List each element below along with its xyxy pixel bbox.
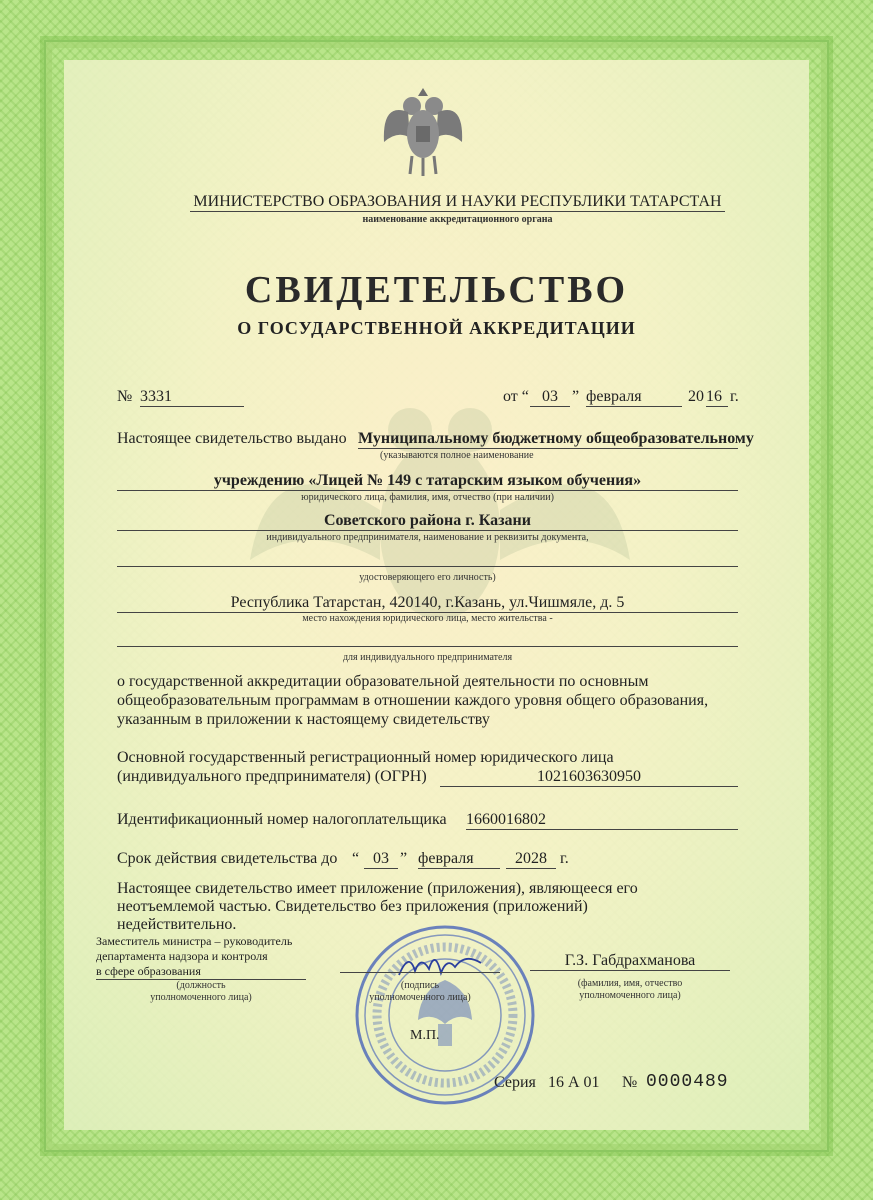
stamp-place-label: М.П.: [410, 1028, 440, 1043]
appendix-line: Настоящее свидетельство имеет приложение (приложения), являющееся его: [117, 880, 638, 897]
quote-close: ”: [572, 388, 580, 405]
series-label: Серия: [494, 1074, 536, 1091]
accreditation-line: о государственной аккредитации образовательной деятельности по основным: [117, 673, 649, 690]
signer-position-line: Заместитель министра – руководитель: [96, 934, 293, 948]
ogrn-line2: (индивидуального предпринимателя) (ОГРН): [117, 768, 427, 785]
validity-quote-close: ”: [400, 850, 408, 867]
signature-line: [340, 972, 500, 973]
issued-label: Настоящее свидетельство выдано: [117, 430, 347, 447]
name-caption-1: (фамилия, имя, отчество: [577, 978, 683, 989]
position-caption-2: уполномоченного лица): [150, 992, 252, 1003]
series-number-label: №: [622, 1074, 638, 1091]
signature-caption-1: (подпись: [400, 980, 440, 991]
signature-caption-2: уполномоченного лица): [369, 992, 471, 1003]
issued-caption3: индивидуального предпринимателя, наименование и реквизиты документа,: [266, 532, 589, 543]
document-subtitle: О ГОСУДАРСТВЕННОЙ АККРЕДИТАЦИИ: [237, 318, 636, 338]
ministry-caption: наименование аккредитационного органа: [362, 214, 553, 225]
address: Республика Татарстан, 420140, г.Казань, ул.Чишмяле, д. 5: [117, 594, 738, 613]
ogrn-line1: Основной государственный регистрационный номер юридического лица: [117, 749, 614, 766]
validity-quote-open: “: [352, 850, 360, 867]
validity-month: февраля: [418, 850, 500, 869]
accreditation-paragraph: [117, 672, 742, 729]
issue-year-suffix: 16: [706, 388, 728, 407]
ministry-name: МИНИСТЕРСТВО ОБРАЗОВАНИЯ И НАУКИ РЕСПУБЛИКИ ТАТАРСТАН: [190, 193, 725, 212]
date-from-label: от “: [503, 388, 529, 405]
ogrn-value: 1021603630950: [440, 768, 738, 787]
issue-year-prefix: 20: [688, 388, 704, 405]
inn-label: Идентификационный номер налогоплательщика: [117, 811, 447, 828]
series-value: 16 А 01: [548, 1074, 600, 1091]
signer-name: Г.З. Габдрахманова: [530, 952, 730, 971]
address-caption: место нахождения юридического лица, место жительства -: [302, 613, 553, 624]
issued-line3: Советского района г. Казани: [117, 512, 738, 531]
issue-month: февраля: [586, 388, 682, 407]
issue-day: 03: [530, 388, 570, 407]
validity-label: Срок действия свидетельства до: [117, 850, 338, 867]
signer-position-line: департамента надзора и контроля: [96, 949, 268, 963]
issued-caption4: удостоверяющего его личность): [359, 572, 496, 583]
coat-of-arms-emblem: [380, 82, 466, 180]
issued-line2: учреждению «Лицей № 149 с татарским языком обучения»: [117, 472, 738, 491]
accreditation-line: указанным в приложении к настоящему свидетельству: [117, 711, 490, 728]
validity-year: 2028: [506, 850, 556, 869]
document-title: СВИДЕТЕЛЬСТВО: [244, 269, 629, 311]
accreditation-line: общеобразовательным программам в отношении каждого уровня общего образования,: [117, 692, 709, 709]
validity-day: 03: [364, 850, 398, 869]
position-caption-1: (должность: [176, 980, 226, 991]
issued-caption1: (указываются полное наименование: [380, 450, 534, 461]
blank-line-2: [117, 646, 738, 647]
certificate-number: 3331: [140, 388, 244, 407]
validity-g: г.: [560, 850, 569, 867]
number-label: №: [117, 388, 133, 405]
inn-value: 1660016802: [466, 811, 738, 830]
handwritten-signature: [395, 945, 485, 985]
signer-position-line: в сфере образования: [96, 964, 306, 980]
issued-caption2: юридического лица, фамилия, имя, отчество (при наличии): [301, 492, 554, 503]
signer-position: [96, 934, 306, 980]
appendix-line: неотъемлемой частью. Свидетельство без приложения (приложений): [117, 898, 588, 915]
name-caption-2: уполномоченного лица): [579, 990, 681, 1001]
appendix-line: недействительно.: [117, 916, 237, 933]
issued-line1: Муниципальному бюджетному общеобразовательному: [358, 430, 754, 447]
entrepreneur-caption: для индивидуального предпринимателя: [342, 652, 513, 663]
issue-year-g: г.: [730, 388, 739, 405]
series-number: 0000489: [646, 1072, 729, 1092]
blank-line: [117, 566, 738, 567]
